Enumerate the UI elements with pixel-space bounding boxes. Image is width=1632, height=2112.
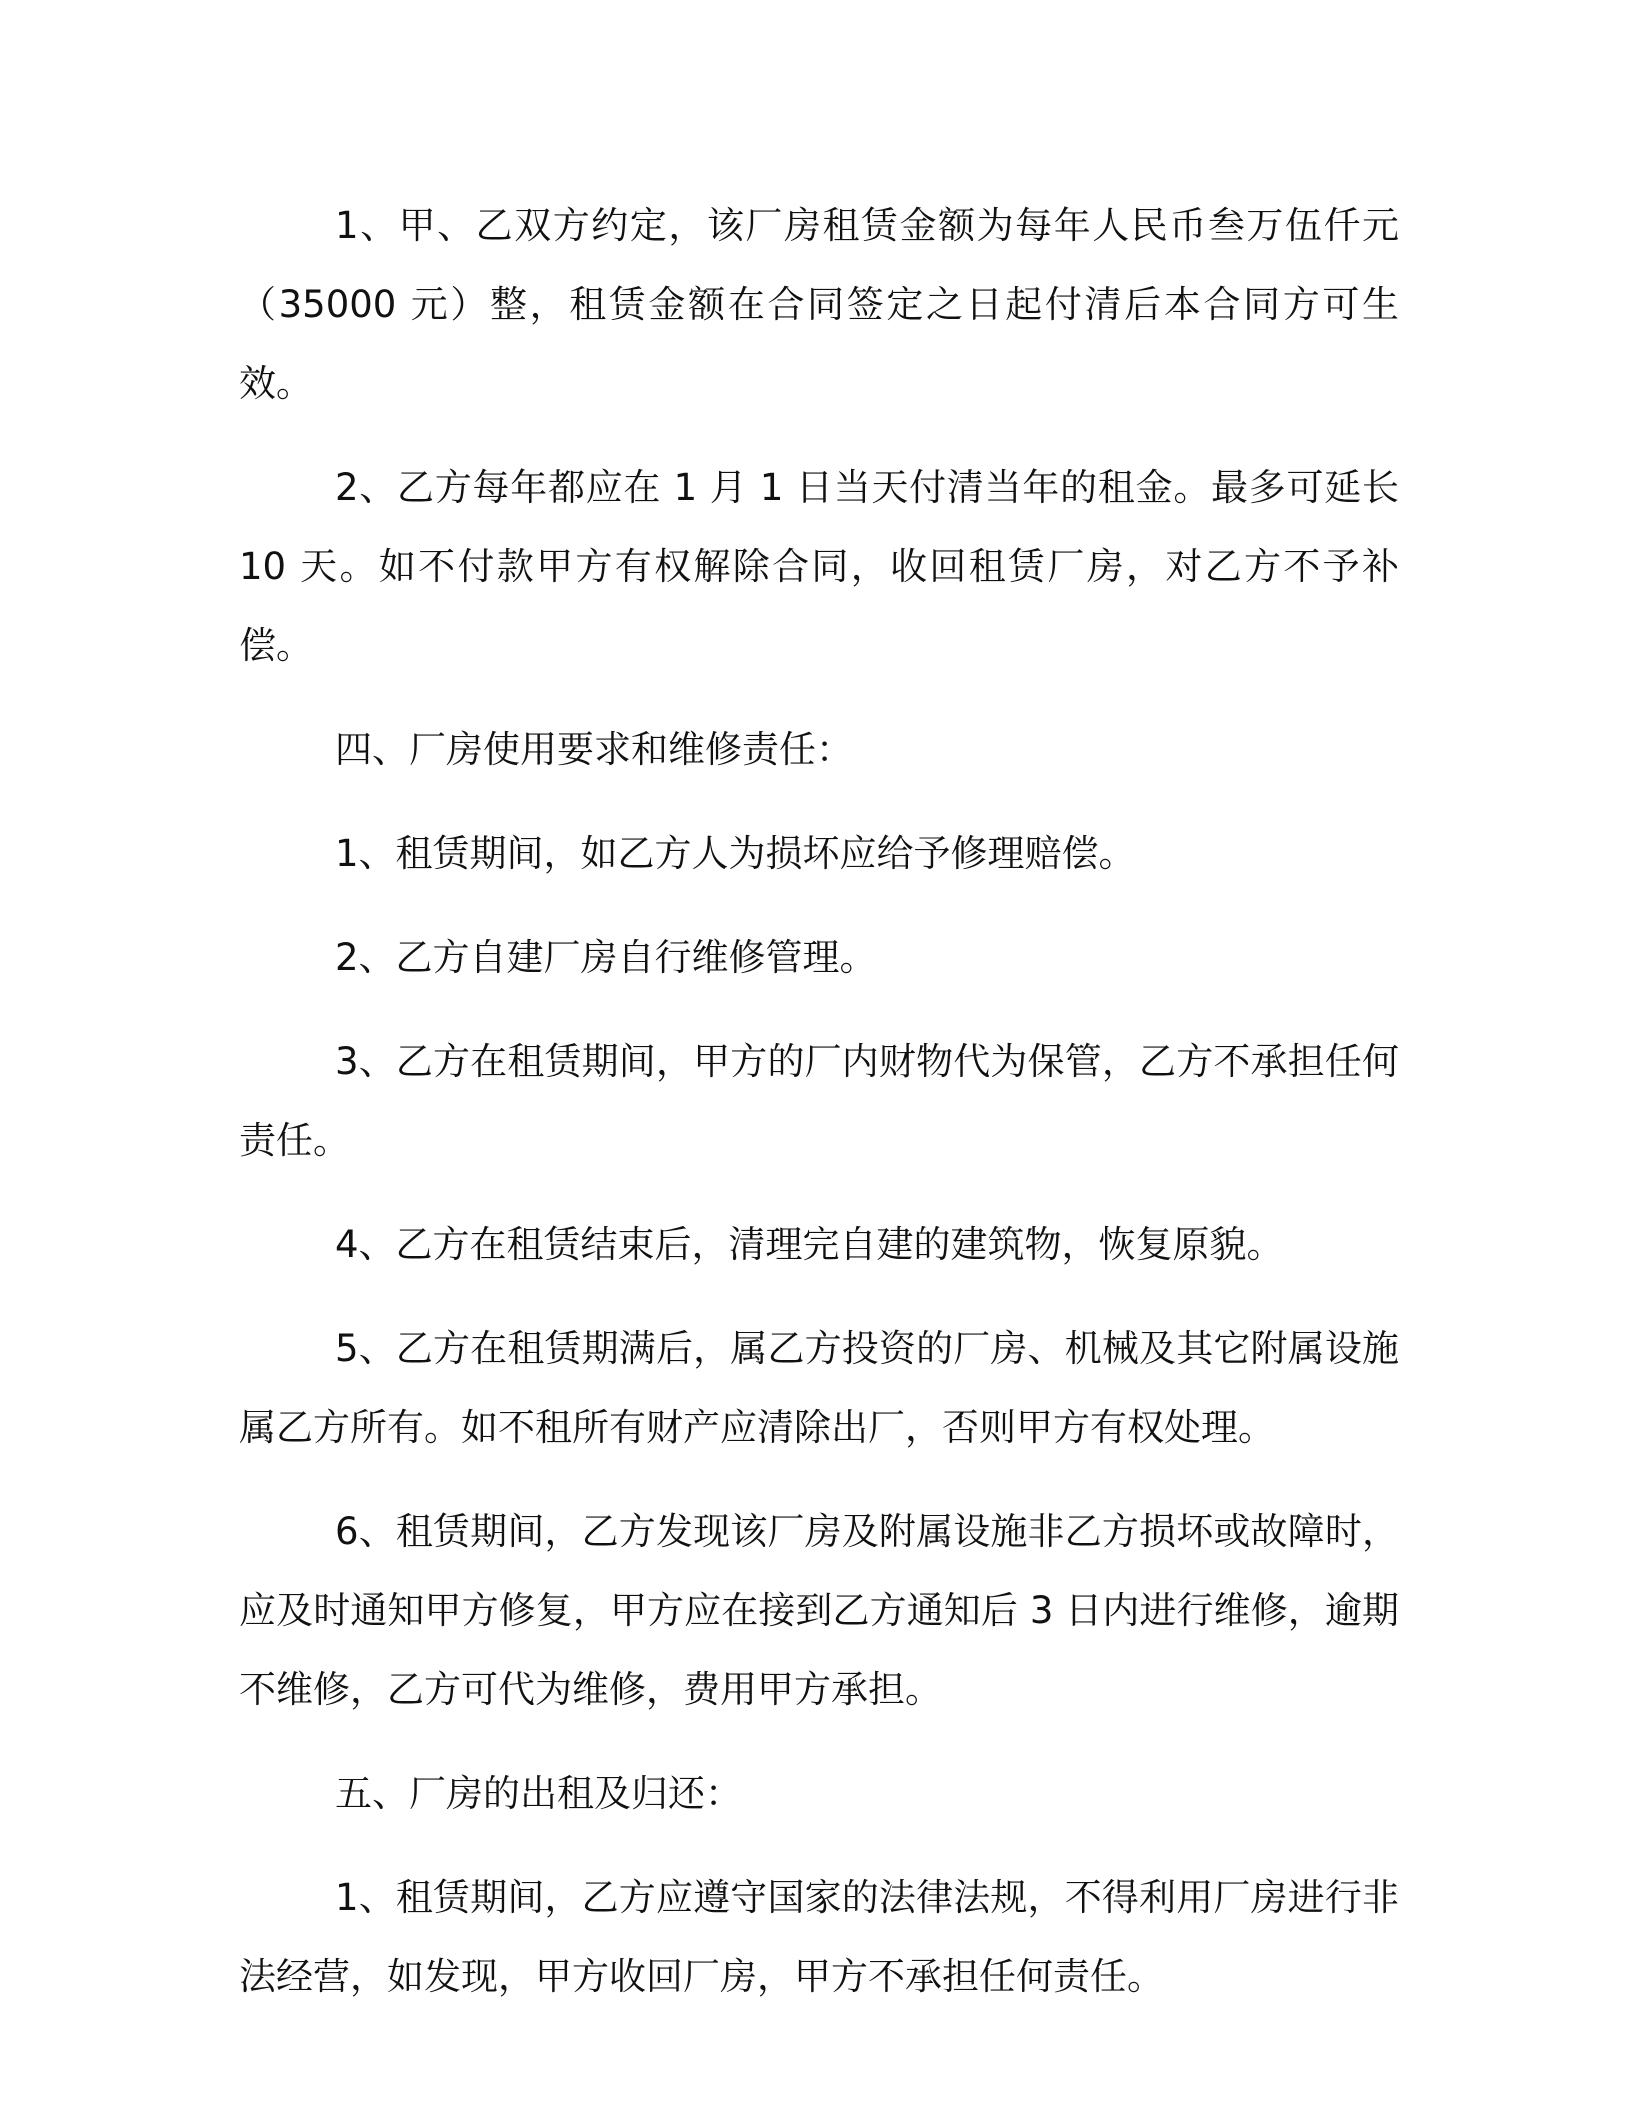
paragraph-legal-compliance: 1、租赁期间，乙方应遵守国家的法律法规，不得利用厂房进行非法经营，如发现，甲方收回厂房，甲方不承担任何责任。 [239,1876,1399,1998]
paragraph-rent-amount: 1、甲、乙双方约定，该厂房租赁金额为每年人民币叁万伍仟元（35000 元）整，租赁金额在合同签定之日起付清后本合同方可生效。 [239,204,1399,405]
paragraph-self-built-maintenance: 2、乙方自建厂房自行维修管理。 [335,936,877,979]
paragraph-property-custody: 3、乙方在租赁期间，甲方的厂内财物代为保管，乙方不承担任何责任。 [239,1040,1399,1162]
section-heading-lease-return: 五、厂房的出租及归还： [335,1772,742,1815]
document-body [239,186,1399,2041]
paragraph-investment-ownership: 5、乙方在租赁期满后，属乙方投资的厂房、机械及其它附属设施属乙方所有。如不租所有财产应清除出厂，否则甲方有权处理。 [239,1327,1399,1449]
paragraph-payment-deadline: 2、乙方每年都应在 1 月 1 日当天付清当年的租金。最多可延长 10 天。如不付款甲方有权解除合同，收回租赁厂房，对乙方不予补偿。 [239,466,1399,667]
paragraph-restore-original: 4、乙方在租赁结束后，清理完自建的建筑物，恢复原貌。 [335,1223,1284,1266]
paragraph-damage-compensation: 1、租赁期间，如乙方人为损坏应给予修理赔偿。 [335,832,1136,875]
section-heading-usage-maintenance: 四、厂房使用要求和维修责任： [335,728,853,771]
paragraph-repair-notification: 6、租赁期间，乙方发现该厂房及附属设施非乙方损坏或故障时，应及时通知甲方修复，甲方应在接到乙方通知后 3 日内进行维修，逾期不维修，乙方可代为维修，费用甲方承担。 [239,1510,1399,1711]
